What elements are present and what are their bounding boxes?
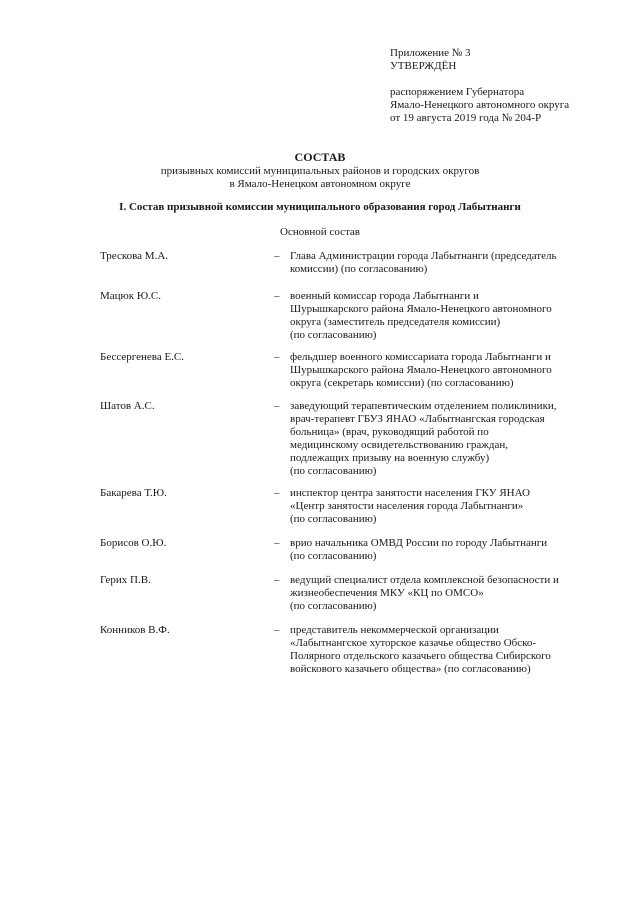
role-line: округа (заместитель председателя комиссии) [290, 316, 501, 328]
member-name: Конников В.Ф. [100, 624, 170, 636]
role-line: фельдшер военного комиссариата города Лабытнанги и [290, 351, 551, 363]
approval-block [390, 47, 630, 125]
role-line: «Лабытнангское хуторское казачье общество Обско- [290, 637, 537, 649]
role-line: подлежащих призыву на военную службу) [290, 452, 490, 464]
member-name: Бакарева Т.Ю. [100, 487, 167, 499]
role-line: врио начальника ОМВД России по городу Лабытнанги [290, 537, 548, 549]
member-dash: – [274, 400, 280, 412]
member-dash: – [274, 624, 280, 636]
member-role [290, 574, 610, 613]
role-line: Глава Администрации города Лабытнанги (председатель [290, 250, 557, 262]
role-line: (по согласованию) [290, 600, 377, 612]
role-line: больница» (врач, руководящий работой по [290, 426, 489, 438]
role-line: Полярного отдельского казачьего общества Сибирского [290, 650, 551, 662]
member-name: Мацюк Ю.С. [100, 290, 162, 302]
member-dash: – [274, 250, 280, 262]
role-line: заведующий терапевтическим отделением поликлиники, [290, 400, 557, 412]
member-name: Борисов О.Ю. [100, 537, 167, 549]
member-dash: – [274, 574, 280, 586]
approval-line: от 19 августа 2019 года № 204-Р [390, 112, 542, 124]
member-role [290, 624, 610, 676]
member-name: Бессергенева Е.С. [100, 351, 185, 363]
member-name: Герих П.В. [100, 574, 151, 586]
approval-line: Ямало-Ненецкого автономного округа [390, 99, 570, 111]
role-line: (по согласованию) [290, 513, 377, 525]
role-line: медицинскому освидетельствованию граждан, [290, 439, 509, 451]
role-line: жизнеобеспечения МКУ «КЦ по ОМСО» [290, 587, 484, 599]
member-name: Трескова М.А. [100, 250, 169, 262]
appendix-number: Приложение № 3 [390, 47, 471, 59]
role-line: (по согласованию) [290, 329, 377, 341]
member-role [290, 351, 610, 390]
subtitle-line: в Ямало-Ненецком автономном округе [229, 178, 411, 190]
member-dash: – [274, 290, 280, 302]
role-line: ведущий специалист отдела комплексной безопасности и [290, 574, 559, 586]
role-line: «Центр занятости населения города Лабытнанги» [290, 500, 524, 512]
member-name: Шатов А.С. [100, 400, 155, 412]
approved-stamp: УТВЕРЖДЁН [390, 60, 457, 72]
role-line: (по согласованию) [290, 550, 377, 562]
approval-line: распоряжением Губернатора [390, 86, 525, 98]
role-line: войскового казачьего общества» (по согласованию) [290, 663, 531, 675]
member-dash: – [274, 351, 280, 363]
member-role [290, 250, 610, 276]
member-dash: – [274, 487, 280, 499]
composition-label: Основной состав [280, 226, 360, 238]
role-line: Шурышкарского района Ямало-Ненецкого автономного [290, 303, 552, 315]
member-role [290, 537, 610, 563]
document-title: СОСТАВ [294, 150, 346, 164]
member-dash: – [274, 537, 280, 549]
section-title: I. Состав призывной комиссии муниципального образования город Лабытнанги [119, 201, 521, 213]
document-subtitle [0, 165, 640, 191]
member-role [290, 487, 610, 526]
member-role [290, 290, 610, 342]
role-line: военный комиссар города Лабытнанги и [290, 290, 479, 302]
role-line: представитель некоммерческой организации [290, 624, 499, 636]
member-role [290, 400, 610, 478]
role-line: Шурышкарского района Ямало-Ненецкого автономного [290, 364, 552, 376]
role-line: инспектор центра занятости населения ГКУ ЯНАО [290, 487, 530, 499]
role-line: комиссии) (по согласованию) [290, 263, 428, 275]
role-line: округа (секретарь комиссии) (по согласованию) [290, 377, 514, 389]
subtitle-line: призывных комиссий муниципальных районов и городских округов [160, 165, 480, 177]
role-line: (по согласованию) [290, 465, 377, 477]
role-line: врач-терапевт ГБУЗ ЯНАО «Лабытнангская городская [290, 413, 545, 425]
